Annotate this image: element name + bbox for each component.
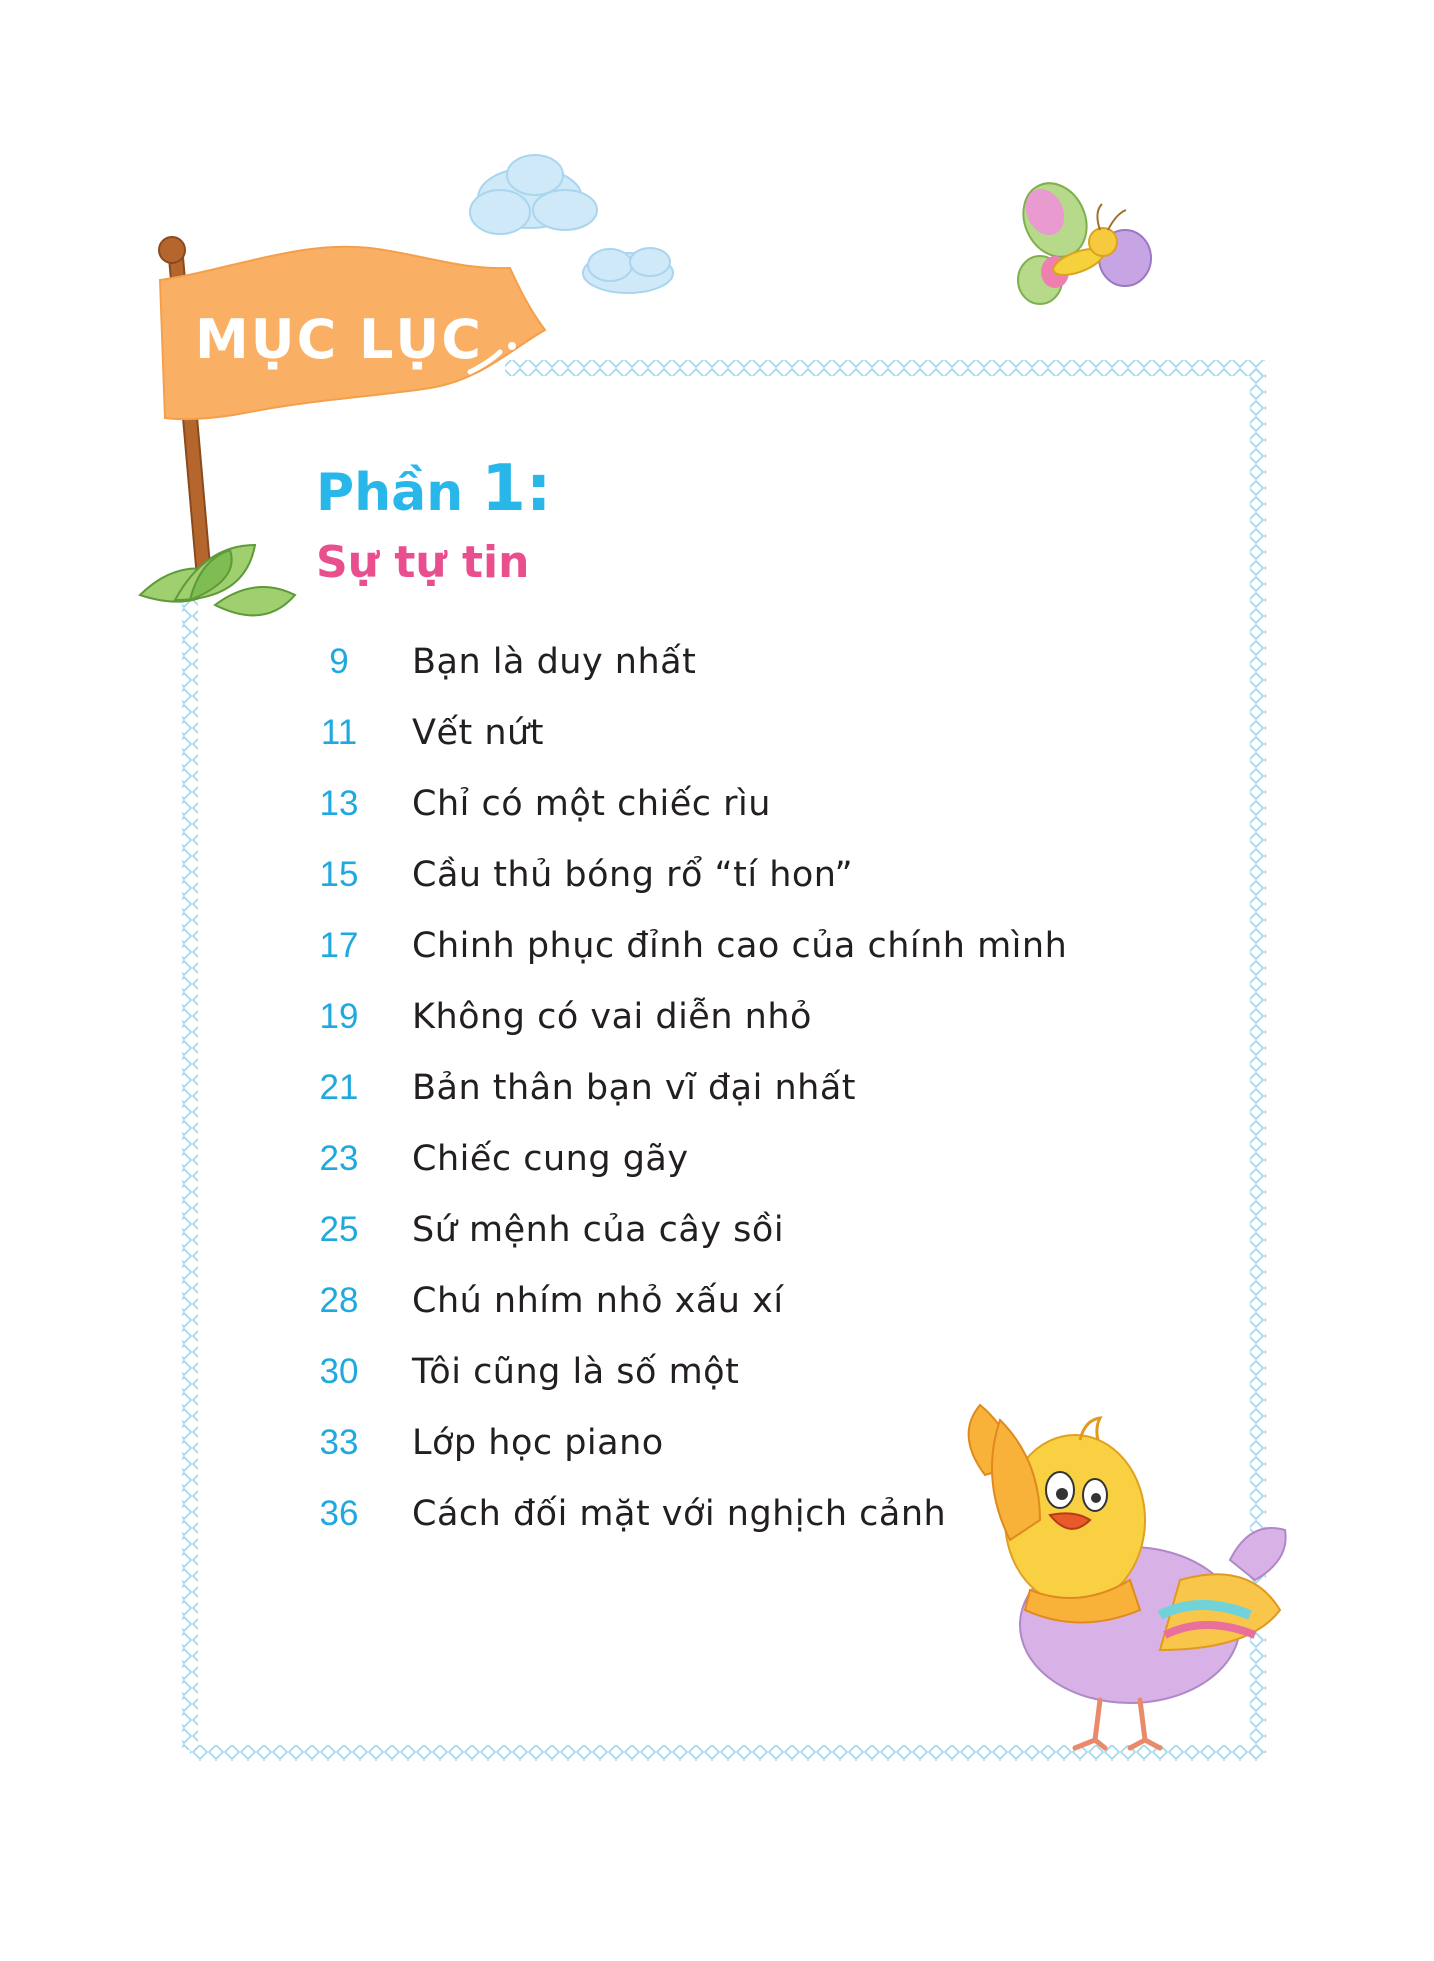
toc-page-number: 13: [319, 784, 359, 823]
part-title: [316, 452, 551, 526]
toc-entry[interactable]: [300, 916, 1100, 976]
toc-page-number: 21: [319, 1068, 359, 1107]
toc-heading: MỤC LỤC: [195, 308, 483, 371]
toc-page-number: 28: [319, 1281, 359, 1320]
toc-entry[interactable]: [300, 703, 1100, 763]
toc-title: Chỉ có một chiếc rìu: [412, 784, 771, 824]
toc-entry[interactable]: [300, 845, 1100, 905]
toc-entry[interactable]: [300, 1271, 1100, 1331]
toc-entry[interactable]: [300, 1342, 1100, 1402]
toc-page-number: 9: [329, 642, 349, 681]
toc-title: Lớp học piano: [412, 1423, 664, 1463]
toc-page-number: 17: [319, 926, 359, 965]
toc-title: Bản thân bạn vĩ đại nhất: [412, 1068, 857, 1108]
toc-page-number: 30: [319, 1352, 359, 1391]
butterfly-icon: [1012, 173, 1151, 304]
part-label: Phần: [316, 463, 464, 523]
toc-page-number: 19: [319, 997, 359, 1036]
toc-page-number: 23: [319, 1139, 359, 1178]
toc-title: Chiếc cung gãy: [412, 1139, 689, 1179]
toc-page-number: 33: [319, 1423, 359, 1462]
cloud-icon: [470, 155, 597, 234]
toc-page-number: 11: [320, 713, 358, 752]
toc-entry[interactable]: [300, 1058, 1100, 1118]
toc-title: Chú nhím nhỏ xấu xí: [412, 1281, 784, 1321]
flag-icon: [159, 237, 545, 585]
toc-entry[interactable]: [300, 1413, 1100, 1473]
toc-entry[interactable]: [300, 987, 1100, 1047]
toc-entry[interactable]: [300, 1200, 1100, 1260]
toc-page-number: 25: [319, 1210, 359, 1249]
toc-title: Không có vai diễn nhỏ: [412, 997, 812, 1037]
part-subtitle: Sự tự tin: [316, 537, 530, 588]
part-number: 1:: [481, 452, 552, 526]
toc-title: Bạn là duy nhất: [412, 642, 697, 682]
toc-entry[interactable]: [300, 774, 1100, 834]
toc-title: Cầu thủ bóng rổ “tí hon”: [412, 855, 854, 895]
toc-title: Tôi cũng là số một: [412, 1352, 740, 1392]
cloud-icon: [583, 248, 673, 293]
toc-page-number: 36: [319, 1494, 359, 1533]
leaves-icon: [140, 545, 295, 615]
toc-entry[interactable]: [300, 632, 1100, 692]
toc-title: Cách đối mặt với nghịch cảnh: [412, 1494, 947, 1534]
toc-entry[interactable]: [300, 1484, 1100, 1544]
toc-page-number: 15: [319, 855, 359, 894]
toc-entry[interactable]: [300, 1129, 1100, 1189]
toc-title: Sứ mệnh của cây sồi: [412, 1210, 785, 1250]
toc-title: Vết nứt: [412, 713, 544, 753]
toc-title: Chinh phục đỉnh cao của chính mình: [412, 926, 1068, 966]
